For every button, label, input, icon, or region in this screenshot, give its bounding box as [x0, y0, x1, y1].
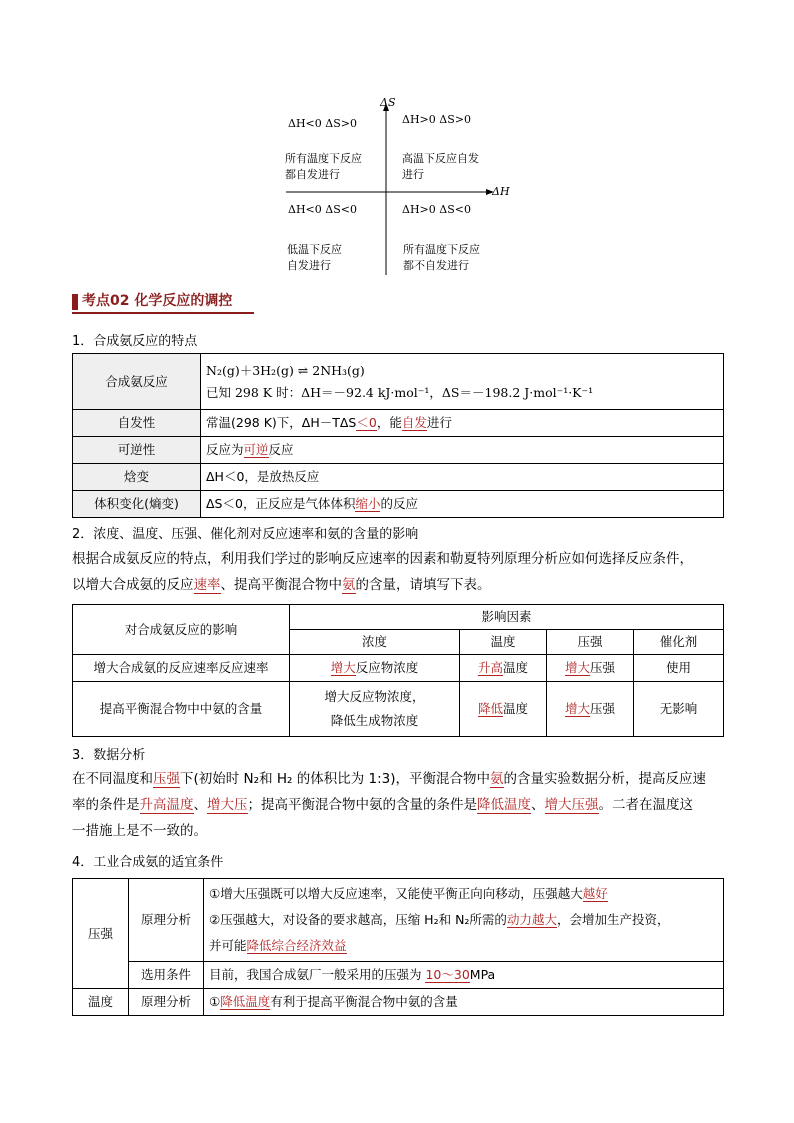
table-row — [73, 682, 724, 737]
table-row — [73, 655, 724, 682]
section-header — [72, 292, 254, 314]
table-cell: 目前，我国合成氨厂一般采用的压强为 10～30MPa — [204, 962, 724, 989]
heading-2: 2．浓度、温度、压强、催化剂对反应速率和氨的含量的影响 — [72, 527, 419, 542]
row-label: 原理分析 — [129, 879, 204, 962]
row-label: 体积变化(熵变) — [73, 491, 201, 518]
influence-factors-table — [72, 604, 724, 737]
q1-text1: 高温下反应自发 — [402, 152, 479, 165]
q1-condition: ΔH>0 ΔS>0 — [402, 113, 471, 126]
table-row — [73, 879, 724, 962]
q4-text2: 都不自发进行 — [403, 259, 469, 272]
row-label: 可逆性 — [73, 437, 201, 464]
q3-text2: 自发进行 — [287, 259, 331, 272]
table-row — [73, 989, 724, 1016]
row-label: 增大合成氨的反应速率反应速率 — [73, 655, 290, 682]
table-cell: 增大反应物浓度 — [290, 655, 460, 682]
row-label: 原理分析 — [129, 989, 204, 1016]
header-cell: 浓度 — [290, 630, 460, 655]
table-cell: 增大压强 — [547, 682, 634, 737]
row-label: 选用条件 — [129, 962, 204, 989]
q1-text2: 进行 — [402, 168, 424, 181]
table-row — [73, 410, 724, 437]
row-value — [201, 354, 724, 410]
row-value: ΔS＜0，正反应是气体体积缩小的反应 — [201, 491, 724, 518]
q2-text2: 都自发进行 — [285, 168, 340, 181]
section-title: 考点02 化学反应的调控 — [82, 293, 233, 309]
q4-text1: 所有温度下反应 — [403, 243, 480, 256]
row-label: 合成氨反应 — [73, 354, 201, 410]
reaction-data: 已知 298 K 时：ΔH＝－92.4 kJ·mol⁻¹，ΔS＝－198.2 J·mol⁻¹·K⁻¹ — [206, 384, 594, 400]
row-label: 提高平衡混合物中中氨的含量 — [73, 682, 290, 737]
table-cell: 增大压强 — [547, 655, 634, 682]
q3-condition: ΔH<0 ΔS<0 — [288, 203, 357, 216]
x-axis-label: ΔH — [492, 185, 510, 198]
heading-3: 3．数据分析 — [72, 748, 146, 763]
header-cell: 催化剂 — [634, 630, 724, 655]
q2-text1: 所有温度下反应 — [285, 152, 362, 165]
header-cell: 对合成氨反应的影响 — [73, 605, 290, 655]
table-cell: ①降低温度有利于提高平衡混合物中氨的含量 — [204, 989, 724, 1016]
q3-text1: 低温下反应 — [287, 243, 342, 256]
paragraph-2: 根据合成氨反应的特点，利用我们学过的影响反应速率的因素和勒夏特列原理分析应如何选择反应条件， 以增大合成氨的反应速率、提高平衡混合物中氨的含量，请填写下表。 — [72, 551, 693, 593]
header-cell: 温度 — [460, 630, 547, 655]
header-cell: 影响因素 — [290, 605, 724, 630]
q2-condition: ΔH<0 ΔS>0 — [288, 117, 357, 130]
row-label: 焓变 — [73, 464, 201, 491]
heading-1: 1．合成氨反应的特点 — [72, 334, 198, 349]
row-value: 反应为可逆反应 — [201, 437, 724, 464]
table-cell: 无影响 — [634, 682, 724, 737]
table-cell: 使用 — [634, 655, 724, 682]
header-cell: 压强 — [547, 630, 634, 655]
row-value: ΔH＜0，是放热反应 — [201, 464, 724, 491]
section-marker — [72, 294, 78, 310]
row-value: 常温(298 K)下，ΔH－TΔS＜0，能自发进行 — [201, 410, 724, 437]
table-row — [73, 491, 724, 518]
q4-condition: ΔH>0 ΔS<0 — [402, 203, 471, 216]
row-label: 温度 — [73, 989, 129, 1016]
reaction-equation: N₂(g)＋3H₂(g) ⇌ 2NH₃(g) — [206, 362, 365, 378]
table-row — [73, 354, 724, 410]
table-cell: ①增大压强既可以增大反应速率，又能使平衡正向向移动，压强越大越好 ②压强越大，对设备的要求越高，压缩 H₂和 N₂所需的动力越大，会增加生产投资， 并可能降低综合经济效益 — [204, 879, 724, 962]
row-label: 自发性 — [73, 410, 201, 437]
industrial-conditions-table — [72, 878, 724, 1016]
table-cell: 增大反应物浓度， 降低生成物浓度 — [290, 682, 460, 737]
y-axis-label: ΔS — [380, 96, 396, 109]
table-cell: 降低温度 — [460, 682, 547, 737]
row-label: 压强 — [73, 879, 129, 989]
table-row — [73, 437, 724, 464]
table-cell: 升高温度 — [460, 655, 547, 682]
ammonia-properties-table — [72, 353, 724, 518]
table-row — [73, 962, 724, 989]
table-row — [73, 605, 724, 630]
table-row — [73, 464, 724, 491]
heading-4: 4．工业合成氨的适宜条件 — [72, 855, 224, 870]
paragraph-3: 在不同温度和压强下(初始时 N₂和 H₂ 的体积比为 1:3)，平衡混合物中氨的含量实验数据分析，提高反应速 率的条件是升高温度、增大压；提高平衡混合物中氨的含量的条件是降低温度、增大压强。二者在温度这 一措施上是不一致的。 — [72, 771, 706, 839]
